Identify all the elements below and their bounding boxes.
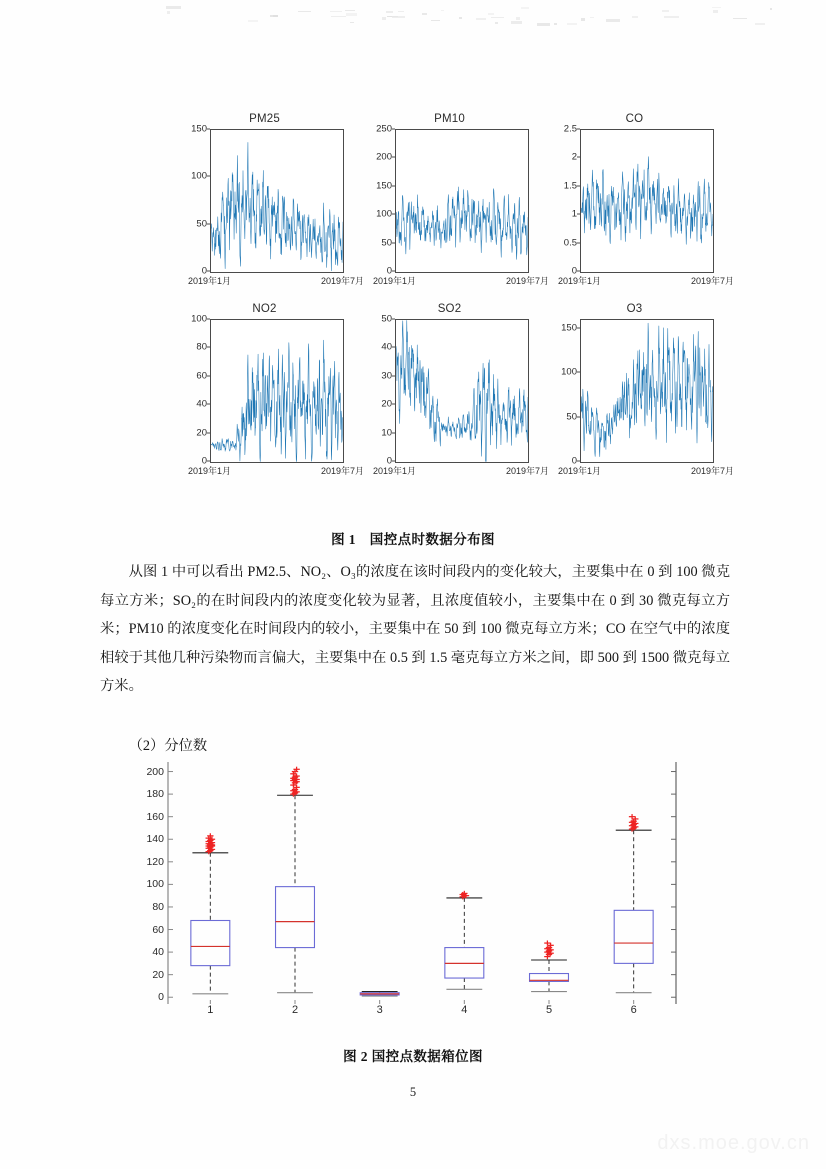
boxplot-box-group [614, 814, 653, 993]
boxplot-box-group [445, 891, 484, 990]
chart-y-axis [357, 123, 392, 277]
scan-speck [495, 22, 498, 24]
chart-pm25 [172, 112, 364, 302]
scan-speck [398, 11, 404, 12]
scan-speck [662, 10, 669, 12]
scan-speck [491, 17, 504, 18]
figure-2-caption: 图 2 国控点数据箱位图 [343, 1049, 483, 1064]
boxplot-y-tick-label: 80 [152, 900, 164, 913]
chart-y-tick-label: 20 [381, 398, 392, 410]
scan-speck [521, 7, 529, 8]
boxplot-box [191, 920, 230, 965]
chart-no2 [172, 302, 364, 492]
boxplot-x-tick-label: 2 [291, 1004, 299, 1016]
boxplot-x-tick-label: 5 [545, 1004, 553, 1016]
boxplot-y-tick-label: 20 [152, 968, 164, 981]
chart-title: CO [625, 113, 644, 125]
chart-y-tick-label: 0 [201, 455, 207, 467]
chart-series-line [211, 130, 343, 272]
chart-y-tick-label: 100 [191, 313, 207, 325]
chart-series-line [396, 320, 528, 462]
scan-speck [567, 23, 577, 24]
chart-y-tick-label: 0 [571, 455, 577, 467]
chart-x-tick-label: 2019年7月 [690, 276, 734, 286]
chart-y-tick-label: 250 [376, 123, 392, 135]
scan-speck [554, 23, 557, 25]
boxplot-y-tick-label: 40 [152, 946, 164, 959]
chart-plot-area [395, 319, 529, 463]
chart-x-tick-label: 2019年1月 [558, 276, 602, 286]
chart-y-tick-label: 150 [376, 180, 392, 192]
chart-series-line [581, 130, 713, 272]
figure-1-row-bottom [172, 302, 734, 492]
chart-y-tick-label: 50 [381, 313, 392, 325]
chart-y-tick-label: 1 [571, 208, 577, 220]
chart-plot-area [210, 319, 344, 463]
chart-y-tick-label: 50 [196, 218, 207, 230]
boxplot-y-tick-label: 0 [158, 991, 164, 1004]
chart-y-tick-label: 100 [191, 170, 207, 182]
chart-y-tick-label: 0.5 [563, 237, 577, 249]
chart-y-tick-label: 20 [196, 427, 207, 439]
chart-y-tick-label: 2.5 [563, 123, 577, 135]
scan-speck [330, 11, 342, 13]
scan-speck [664, 16, 679, 17]
chart-title: NO2 [252, 303, 277, 315]
scan-speck [516, 17, 520, 20]
chart-x-tick-label: 2019年1月 [188, 276, 232, 286]
chart-plot-area [580, 319, 714, 463]
chart-y-axis [357, 313, 392, 467]
boxplot-box-group [191, 833, 230, 994]
chart-x-tick-label: 2019年1月 [373, 276, 417, 286]
figure-1-caption: 图 1 国控点时数据分布图 [331, 532, 495, 547]
figure-2-boxplot [120, 752, 700, 1037]
chart-x-tick-label: 2019年7月 [320, 276, 364, 286]
chart-y-axis [172, 313, 207, 467]
scan-speck [713, 10, 717, 13]
boxplot-y-tick-label: 160 [146, 810, 164, 823]
scan-speck [345, 10, 355, 11]
scan-speck [770, 8, 772, 10]
scan-speck [346, 13, 356, 16]
scan-artifacts [0, 0, 826, 96]
body-text-block [100, 558, 730, 701]
scan-speck [273, 15, 278, 18]
chart-y-axis [172, 123, 207, 277]
scan-speck [441, 10, 444, 12]
chart-x-axis [188, 464, 364, 477]
scan-speck [270, 15, 278, 16]
boxplot-box-group [360, 992, 399, 997]
boxplot-y-tick-label: 200 [146, 765, 164, 778]
boxplot-box [276, 887, 315, 948]
chart-y-tick-label: 60 [196, 370, 207, 382]
chart-x-tick-label: 2019年7月 [690, 466, 734, 476]
chart-plot-area [210, 129, 344, 273]
body-paragraph: 从图 1 中可以看出 PM2.5、NO₂、O₃的浓度在该时间段内的变化较大，主要集中在 0 到 100 微克每立方米；SO₂的在时间段内的浓度变化较为显著，且浓度值较小，主要集中在 0 到 30 微克每立方米；PM10 的浓度变化在时间段内的较小，主要集中在 50 到 100 微克每立方米；CO 在空气中的浓度相较于其他几种污染物而言偏大，主要集中在 0.5 到 1.5 毫克每立方米之间，即 500 到 1500 微克每立方米。 [100, 564, 730, 695]
chart-x-tick-label: 2019年1月 [373, 466, 417, 476]
scan-speck [422, 13, 427, 15]
chart-x-tick-label: 2019年7月 [505, 466, 549, 476]
chart-so2 [357, 302, 549, 492]
boxplot-x-tick-label: 4 [461, 1004, 468, 1016]
chart-y-tick-label: 1.5 [563, 180, 577, 192]
chart-y-tick-label: 0 [201, 265, 207, 277]
chart-series-line [211, 320, 343, 462]
chart-y-tick-label: 0 [571, 265, 577, 277]
boxplot-x-tick-label: 6 [630, 1004, 637, 1016]
boxplot-box-group [530, 940, 569, 991]
chart-y-tick-label: 0 [386, 455, 392, 467]
boxplot-y-tick-label: 180 [146, 788, 164, 801]
chart-x-axis [558, 464, 734, 477]
chart-y-tick-label: 50 [381, 237, 392, 249]
chart-y-tick-label: 200 [376, 151, 392, 163]
chart-y-axis [542, 319, 577, 467]
scan-speck [387, 16, 392, 17]
scan-speck [166, 6, 181, 9]
chart-x-axis [373, 464, 549, 477]
scan-speck [537, 23, 550, 25]
chart-co [542, 112, 734, 302]
boxplot-box-group [276, 767, 315, 993]
figure-1-timeseries-grid [172, 112, 734, 502]
scan-speck [386, 11, 393, 13]
chart-y-axis [542, 123, 577, 277]
chart-y-tick-label: 150 [191, 123, 207, 135]
scan-speck [298, 11, 311, 12]
scan-speck [581, 18, 585, 20]
scan-speck [392, 16, 406, 18]
chart-x-axis [373, 274, 549, 287]
chart-y-tick-label: 50 [566, 411, 577, 423]
chart-x-tick-label: 2019年7月 [505, 276, 549, 286]
chart-title: O3 [626, 303, 643, 315]
chart-y-tick-label: 150 [561, 322, 577, 334]
chart-series-line [396, 130, 528, 272]
scan-speck [382, 17, 386, 20]
boxplot-canvas [120, 752, 700, 1012]
scan-speck [590, 17, 594, 18]
scan-speck [350, 22, 353, 24]
boxplot-x-axis-labels [120, 1004, 700, 1026]
chart-y-tick-label: 40 [381, 341, 392, 353]
scan-speck [511, 21, 522, 24]
boxplot-box [614, 910, 653, 963]
chart-plot-area [395, 129, 529, 273]
scan-speck [331, 16, 346, 17]
scan-speck [712, 7, 721, 8]
chart-x-axis [188, 274, 364, 287]
chart-x-axis [558, 274, 734, 287]
scan-speck [248, 20, 258, 22]
boxplot-x-tick-label: 3 [376, 1004, 383, 1016]
watermark: dxs.moe.gov.cn [657, 1132, 810, 1154]
figure-1-row-top [172, 112, 734, 302]
scan-speck [431, 20, 440, 21]
chart-series-line [581, 320, 713, 462]
chart-y-tick-label: 30 [381, 370, 392, 382]
chart-y-tick-label: 10 [381, 427, 392, 439]
scan-speck [632, 16, 639, 18]
chart-o3 [542, 302, 734, 492]
boxplot-y-tick-label: 60 [152, 923, 164, 936]
boxplot-y-tick-label: 140 [146, 833, 164, 846]
chart-title: SO2 [437, 303, 462, 315]
chart-x-tick-label: 2019年1月 [188, 466, 232, 476]
chart-y-tick-label: 40 [196, 398, 207, 410]
chart-x-tick-label: 2019年7月 [320, 466, 364, 476]
boxplot-x-tick-label: 1 [207, 1004, 214, 1016]
scan-speck [167, 11, 170, 14]
chart-x-tick-label: 2019年1月 [558, 466, 602, 476]
scan-speck [387, 16, 398, 17]
boxplot-y-tick-label: 100 [146, 878, 164, 891]
page-number: 5 [409, 1085, 417, 1099]
section-label-quantiles: （2）分位数 [128, 738, 208, 754]
scan-speck [733, 18, 747, 20]
scan-speck [459, 17, 463, 19]
chart-title: PM25 [249, 113, 280, 125]
chart-plot-area [580, 129, 714, 273]
chart-title: PM10 [434, 113, 465, 125]
chart-y-tick-label: 0 [386, 265, 392, 277]
scan-speck [606, 19, 620, 21]
scan-speck [755, 23, 764, 26]
chart-y-tick-label: 100 [376, 208, 392, 220]
chart-y-tick-label: 2 [571, 151, 577, 163]
chart-y-tick-label: 80 [196, 341, 207, 353]
scan-speck [488, 13, 494, 15]
boxplot-y-tick-label: 120 [146, 855, 164, 868]
chart-y-tick-label: 100 [561, 366, 577, 378]
chart-pm10 [357, 112, 549, 302]
scan-speck [476, 18, 486, 20]
